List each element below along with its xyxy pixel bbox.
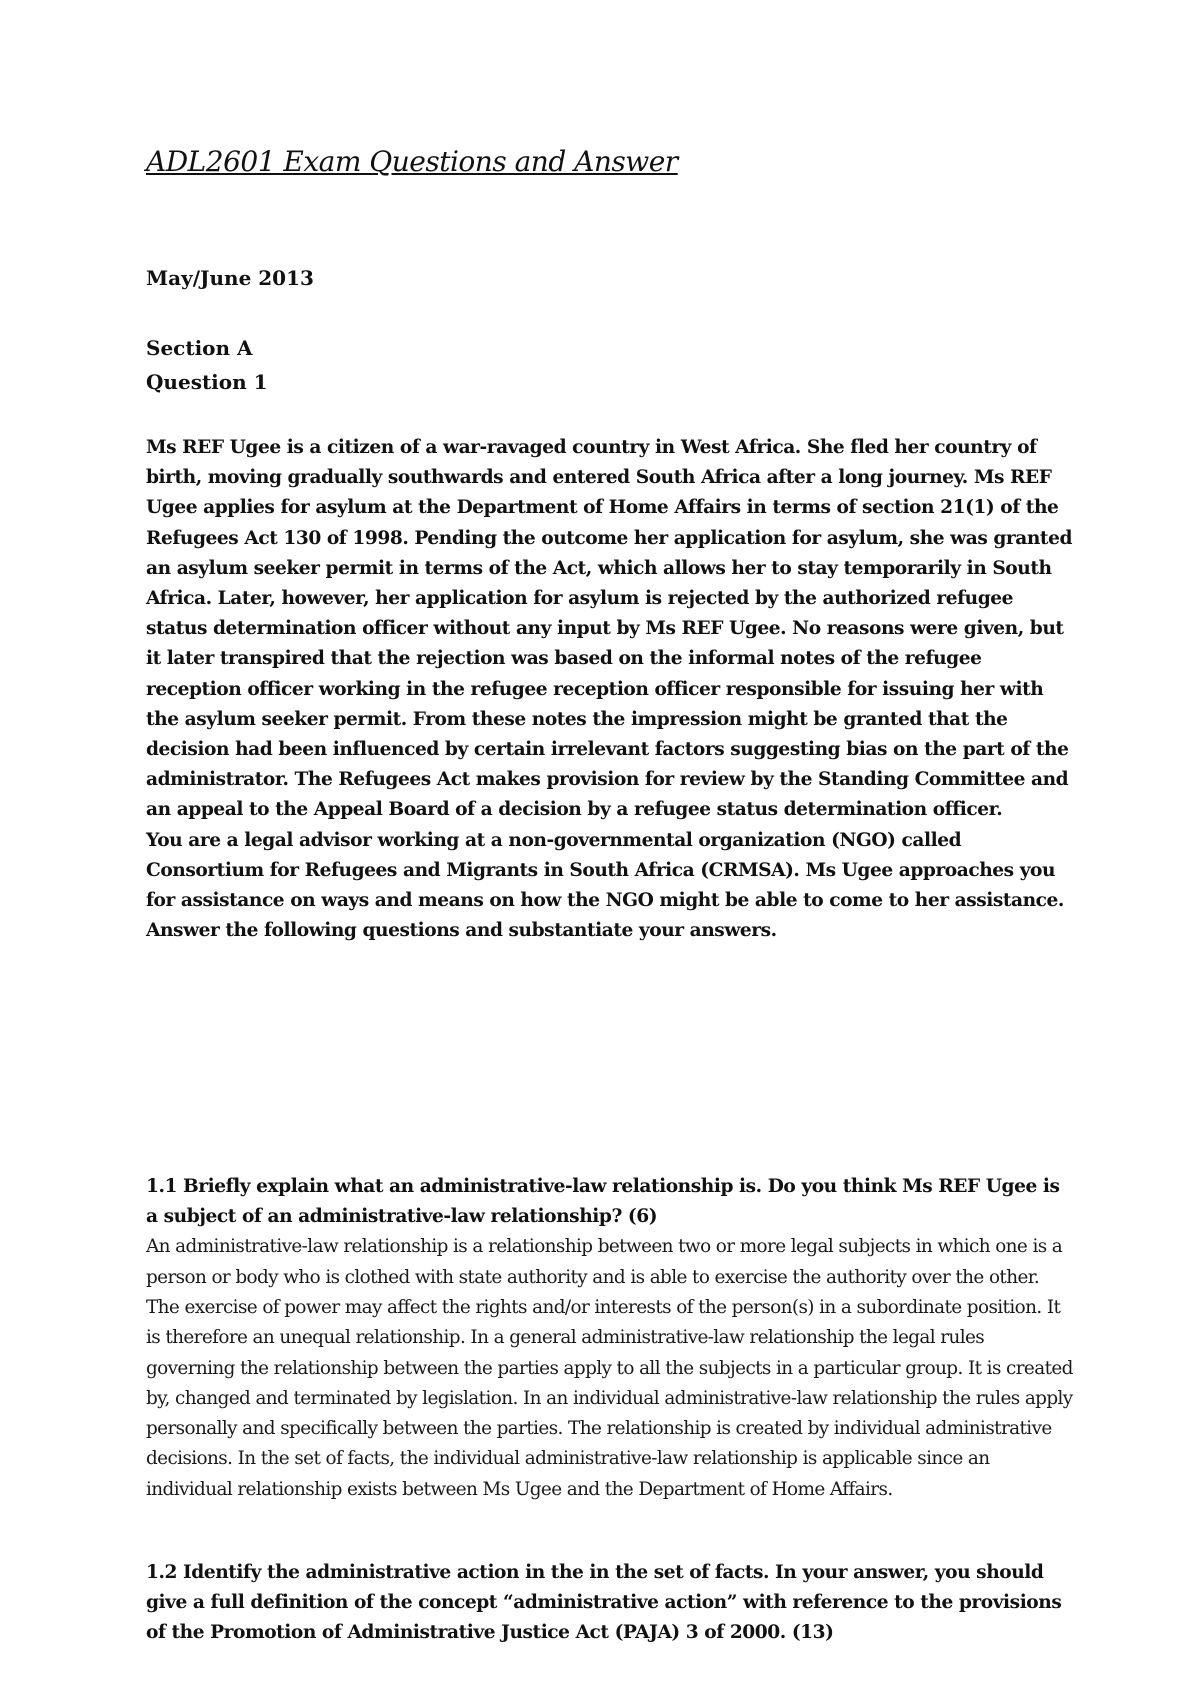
- question-1-2-prompt: 1.2 Identify the administrative action in the in the set of facts. In your answer, you should give a full definition of the concept “administrative action” with reference to the provisions of the Promotion of Administrative Justice Act (PAJA) 3 of 2000. (13): [146, 1562, 1062, 1644]
- question-1-2-block: [146, 1558, 1076, 1649]
- question-1-1-block: [146, 1172, 1076, 1505]
- scenario-paragraph-1: Ms REF Ugee is a citizen of a war-ravaged country in West Africa. She fled her country of birth, moving gradually southwards and entered South Africa after a long journey. Ms REF Ugee applies for asylum at the Department of Home Affairs in terms of section 21(1) of the Refugees Act 130 of 1998. Pending the outcome her application for asylum, she was granted an asylum seeker permit in terms of the Act, which allows her to stay temporarily in South Africa. Later, however, her application for asylum is rejected by the authorized refugee status determination officer without any input by Ms REF Ugee. No reasons were given, but it later transpired that the rejection was based on the informal notes of the refugee reception officer working in the refugee reception officer responsible for issuing her with the asylum seeker permit. From these notes the impression might be granted that the decision had been influenced by certain irrelevant factors suggesting bias on the part of the administrator. The Refugees Act makes provision for review by the Standing Committee and an appeal to the Appeal Board of a decision by a refugee status determination officer.: [146, 437, 1072, 821]
- scenario-instruction: Answer the following questions and substantiate your answers.: [146, 920, 777, 942]
- scenario-block: [146, 433, 1076, 946]
- question-1-1-answer: An administrative-law relationship is a relationship between two or more legal subjects in which one is a person or body who is clothed with state authority and is able to exercise the authority over the other. The exercise of power may affect the rights and/or interests of the person(s) in a subordinate position. It is therefore an unequal relationship. In a general administrative-law relationship the legal rules governing the relationship between the parties apply to all the subjects in a particular group. It is created by, changed and terminated by legislation. In an individual administrative-law relationship the rules apply personally and specifically between the parties. The relationship is created by individual administrative decisions. In the set of facts, the individual administrative-law relationship is applicable since an individual relationship exists between Ms Ugee and the Department of Home Affairs.: [146, 1236, 1073, 1500]
- scenario-paragraph-2: You are a legal advisor working at a non-governmental organization (NGO) called Consortium for Refugees and Migrants in South Africa (CRMSA). Ms Ugee approaches you for assistance on ways and means on how the NGO might be able to come to her assistance.: [146, 829, 1064, 912]
- document-title: ADL2601 Exam Questions and Answer: [146, 145, 678, 178]
- section-heading: Section A: [146, 336, 253, 360]
- question-heading: Question 1: [146, 370, 268, 394]
- document-content: [146, 140, 1076, 1644]
- question-1-1-prompt: 1.1 Briefly explain what an administrative-law relationship is. Do you think Ms REF Ugee is a subject of an administrative-law relationship? (6): [146, 1176, 1060, 1228]
- exam-date: May/June 2013: [146, 266, 314, 290]
